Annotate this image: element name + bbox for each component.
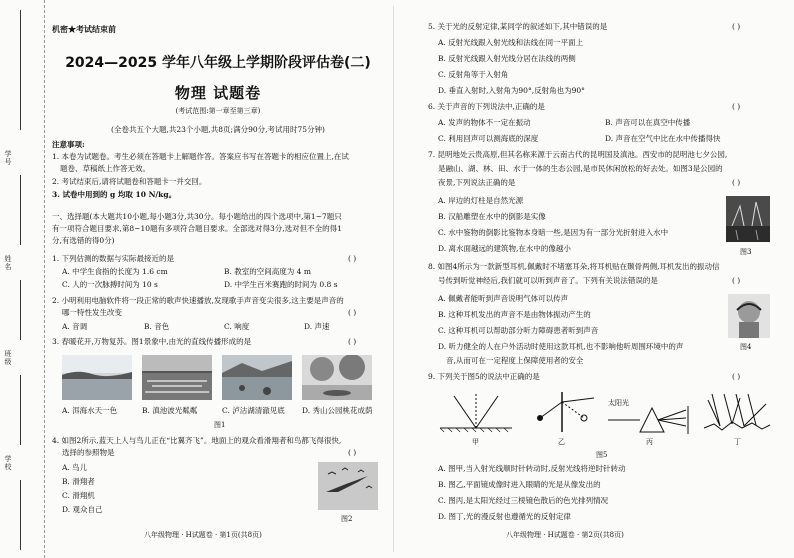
q4-option-a: A. 鸟儿 <box>62 463 88 472</box>
q1-option-c: C. 人的一次脉搏时间为 10 s <box>62 280 158 289</box>
q9-option-c: C. 图丙,是太阳光经过三棱镜色散后的色光排列情况 <box>438 496 609 505</box>
q9-option-d: D. 图丁,光的漫反射也遵循光的反射定律 <box>438 512 571 521</box>
section-1-intro-a: 一、选择题(本大题共10小题,每小题3分,共30分。每小题给出的四个选项中,第1~7题只 <box>52 212 342 221</box>
answer-blank: ( ) <box>348 337 357 346</box>
margin-label-class: 班级 <box>4 350 12 366</box>
margin-label-school: 学校 <box>4 455 12 471</box>
question-4-a: 4. 如图2所示,蓝天上人与鸟儿正在“比翼齐飞”。地面上的观众看滑翔者和鸟都飞得很快, <box>52 436 342 445</box>
q3-option-b: B. 滇池波光粼粼 <box>142 406 198 415</box>
photo-park-night <box>726 196 770 242</box>
question-8-a: 8. 如图4所示为一款新型耳机,佩戴时不堵塞耳朵,将耳机贴在颞骨两侧,耳机发出的振动信 <box>428 262 720 271</box>
q3-option-d: D. 秀山公园桃花成荫 <box>302 406 373 415</box>
q4-option-c: C. 滑翔机 <box>62 491 95 500</box>
diagram-yi-plane-mirror <box>524 388 600 436</box>
answer-blank: ( ) <box>348 308 357 317</box>
exam-title: 2024—2025 学年八年级上学期阶段评估卷(二) <box>65 55 371 71</box>
secret-label: 机密★考试结束前 <box>52 24 116 34</box>
figure-4-caption: 图4 <box>740 343 752 351</box>
question-1: 1. 下列估测的数据与实际最接近的是 <box>52 254 175 263</box>
photo-erhai <box>62 355 132 400</box>
figure-5-sunlight-label: 太阳光 <box>608 399 629 407</box>
q5-option-c: C. 反射角等于入射角 <box>438 70 509 79</box>
q3-option-c: C. 泸沽湖清澈见底 <box>222 406 285 415</box>
q8-option-a: A. 佩戴者能听到声音说明气体可以传声 <box>438 294 569 303</box>
q1-option-b: B. 教室的空间高度为 4 m <box>224 267 311 276</box>
photo-gliders-birds <box>318 462 378 510</box>
q3-option-a: A. 洱海水天一色 <box>62 406 118 415</box>
q6-option-a: A. 发声的物体不一定在振动 <box>438 118 531 127</box>
q5-option-a: A. 反射光线跟入射光线和法线在同一平面上 <box>438 38 584 47</box>
q7-option-b: B. 汉船雕塑在水中的倒影是实像 <box>438 212 546 221</box>
figure-1-caption: 图1 <box>214 421 226 429</box>
subject-title: 物理 试题卷 <box>174 84 262 102</box>
q1-option-d: D. 中学生百米赛跑的时间为 0.8 s <box>224 280 338 289</box>
page-2 <box>400 0 790 558</box>
notice-2: 2. 考试结束后,请将试题卷和答题卡一并交回。 <box>52 177 207 186</box>
question-4-b: 选择的参照物是 <box>62 448 115 457</box>
question-2-b: 哪一特性发生改变 <box>62 308 122 317</box>
q8-option-b: B. 这种耳机发出的声音不是由物体振动产生的 <box>438 310 591 319</box>
q8-option-c: C. 这种耳机可以帮助部分听力障碍患者听到声音 <box>438 326 599 335</box>
q7-option-c: C. 水中鉴物的倒影比鉴物本身暗一些,是因为有一部分光折射进入水中 <box>438 228 669 237</box>
binding-line <box>20 375 21 445</box>
margin-label-name: 姓名 <box>4 255 12 271</box>
notice-1b: 题卷、草稿纸上作答无效。 <box>60 164 150 173</box>
binding-line <box>20 280 21 340</box>
exam-summary: (全卷共五个大题,共23个小题,共8页;满分90分,考试用时75分钟) <box>111 125 325 134</box>
question-2-a: 2. 小明利用电脑软件将一段正常的歌声快速播放,发现歌手声音变尖很多,这主要是声音的 <box>52 296 344 305</box>
figure-5-label-jia: 甲 <box>472 438 479 446</box>
question-9: 9. 下列关于图5的说法中正确的是 <box>428 372 540 381</box>
question-8-b: 号传到听觉神经后,我们就可以听到声音了。下列有关说法错误的是 <box>438 276 658 285</box>
figure-5-caption: 图5 <box>596 451 608 459</box>
answer-blank: ( ) <box>732 372 741 381</box>
question-5: 5. 关于光的反射定律,某同学的叙述如下,其中错误的是 <box>428 22 608 31</box>
margin-label-student-id: 学号 <box>4 150 12 166</box>
q6-option-c: C. 利用回声可以测海底的深度 <box>438 134 539 143</box>
q6-option-b: B. 声音可以在真空中传播 <box>605 118 691 127</box>
q1-option-a: A. 中学生食指的长度为 1.6 cm <box>62 267 168 276</box>
q7-option-d: D. 离水面越远的建筑物,在水中的像越小 <box>438 244 571 253</box>
q8-option-d-2: 音,从而可在一定程度上保障使用者的安全 <box>446 356 584 365</box>
q2-option-d: D. 声速 <box>304 322 330 331</box>
q4-option-b: B. 滑翔者 <box>62 477 95 486</box>
answer-blank: ( ) <box>732 276 741 285</box>
exam-scope: (考试范围:第一章至第三章) <box>175 107 261 115</box>
q2-option-b: B. 音色 <box>144 322 170 331</box>
page-1-footer: 八年级物理 · H试题卷 · 第1页(共8页) <box>144 531 262 539</box>
diagram-bing-prism <box>606 404 692 436</box>
answer-blank: ( ) <box>732 178 741 187</box>
binding-line <box>20 10 21 130</box>
figure-5-label-ding: 丁 <box>734 438 741 446</box>
section-1-intro-b: 有一项符合题目要求,第8~10题有多项符合题目要求。全部选对得3分,选对但不全的得1 <box>52 224 342 233</box>
question-6: 6. 关于声音的下列说法中,正确的是 <box>428 102 545 111</box>
figure-3-caption: 图3 <box>740 248 752 256</box>
q2-option-a: A. 音调 <box>62 322 88 331</box>
q5-option-b: B. 反射光线跟入射光线分居在法线的两侧 <box>438 54 576 63</box>
page-1 <box>48 0 388 558</box>
page-divider <box>393 6 394 552</box>
notice-title: 注意事项: <box>52 140 85 149</box>
answer-blank: ( ) <box>348 448 357 457</box>
binding-line <box>20 175 21 245</box>
answer-blank: ( ) <box>732 102 741 111</box>
q6-option-d: D. 声音在空气中比在水中传播得快 <box>605 134 721 143</box>
photo-lugu-lake <box>222 355 292 400</box>
notice-3: 3. 试卷中用到的 g 均取 10 N/kg。 <box>52 190 177 199</box>
page-2-footer: 八年级物理 · H试题卷 · 第2页(共8页) <box>506 531 624 539</box>
photo-bone-conduction-headphone <box>728 294 770 338</box>
diagram-jia-reflection <box>436 388 516 436</box>
binding-line <box>20 480 21 550</box>
photo-xiushan-park <box>302 355 372 400</box>
question-7-a: 7. 昆明地处云贵高原,但其名称来源于云南古代的昆明国及滇池。西安市的昆明池七夕公园, <box>428 150 728 159</box>
binding-margin <box>0 0 45 558</box>
q8-option-d-1: D. 听力健全的人在户外活动时使用这款耳机,也不影响他听周围环境中的声 <box>438 342 684 351</box>
question-7-b: 是融山、湖、林、田、水于一体的生态公园,是市民休闲放松的好去处。如图3是公园的 <box>438 164 723 173</box>
q5-option-d: D. 垂直入射时,入射角为90°,反射角也为90° <box>438 86 585 95</box>
question-7-c: 夜景,下列说法正确的是 <box>438 178 516 187</box>
figure-5-label-bing: 丙 <box>646 438 653 446</box>
q4-option-d: D. 观众自己 <box>62 505 103 514</box>
notice-1a: 1. 本卷为试题卷。考生必须在答题卡上解题作答。答案应书写在答题卡的相应位置上,在试 <box>52 152 349 161</box>
photo-dianchi <box>142 355 212 400</box>
answer-blank: ( ) <box>732 22 741 31</box>
question-3: 3. 春暖花开,万物复苏。图1景象中,由光的直线传播形成的是 <box>52 337 252 346</box>
section-1-intro-c: 分,有选错的得0分) <box>52 236 115 245</box>
q9-option-b: B. 图乙,平面镜成像时进入眼睛的光是从像发出的 <box>438 480 601 489</box>
figure-5-label-yi: 乙 <box>558 438 565 446</box>
q9-option-a: A. 图甲,当入射光线顺时针转动时,反射光线将逆时针转动 <box>438 464 626 473</box>
diagram-ding-diffuse-reflection <box>700 388 774 436</box>
q7-option-a: A. 岸边的灯柱是自然光源 <box>438 196 524 205</box>
answer-blank: ( ) <box>348 254 357 263</box>
figure-2-caption: 图2 <box>341 515 353 523</box>
q2-option-c: C. 响度 <box>224 322 250 331</box>
